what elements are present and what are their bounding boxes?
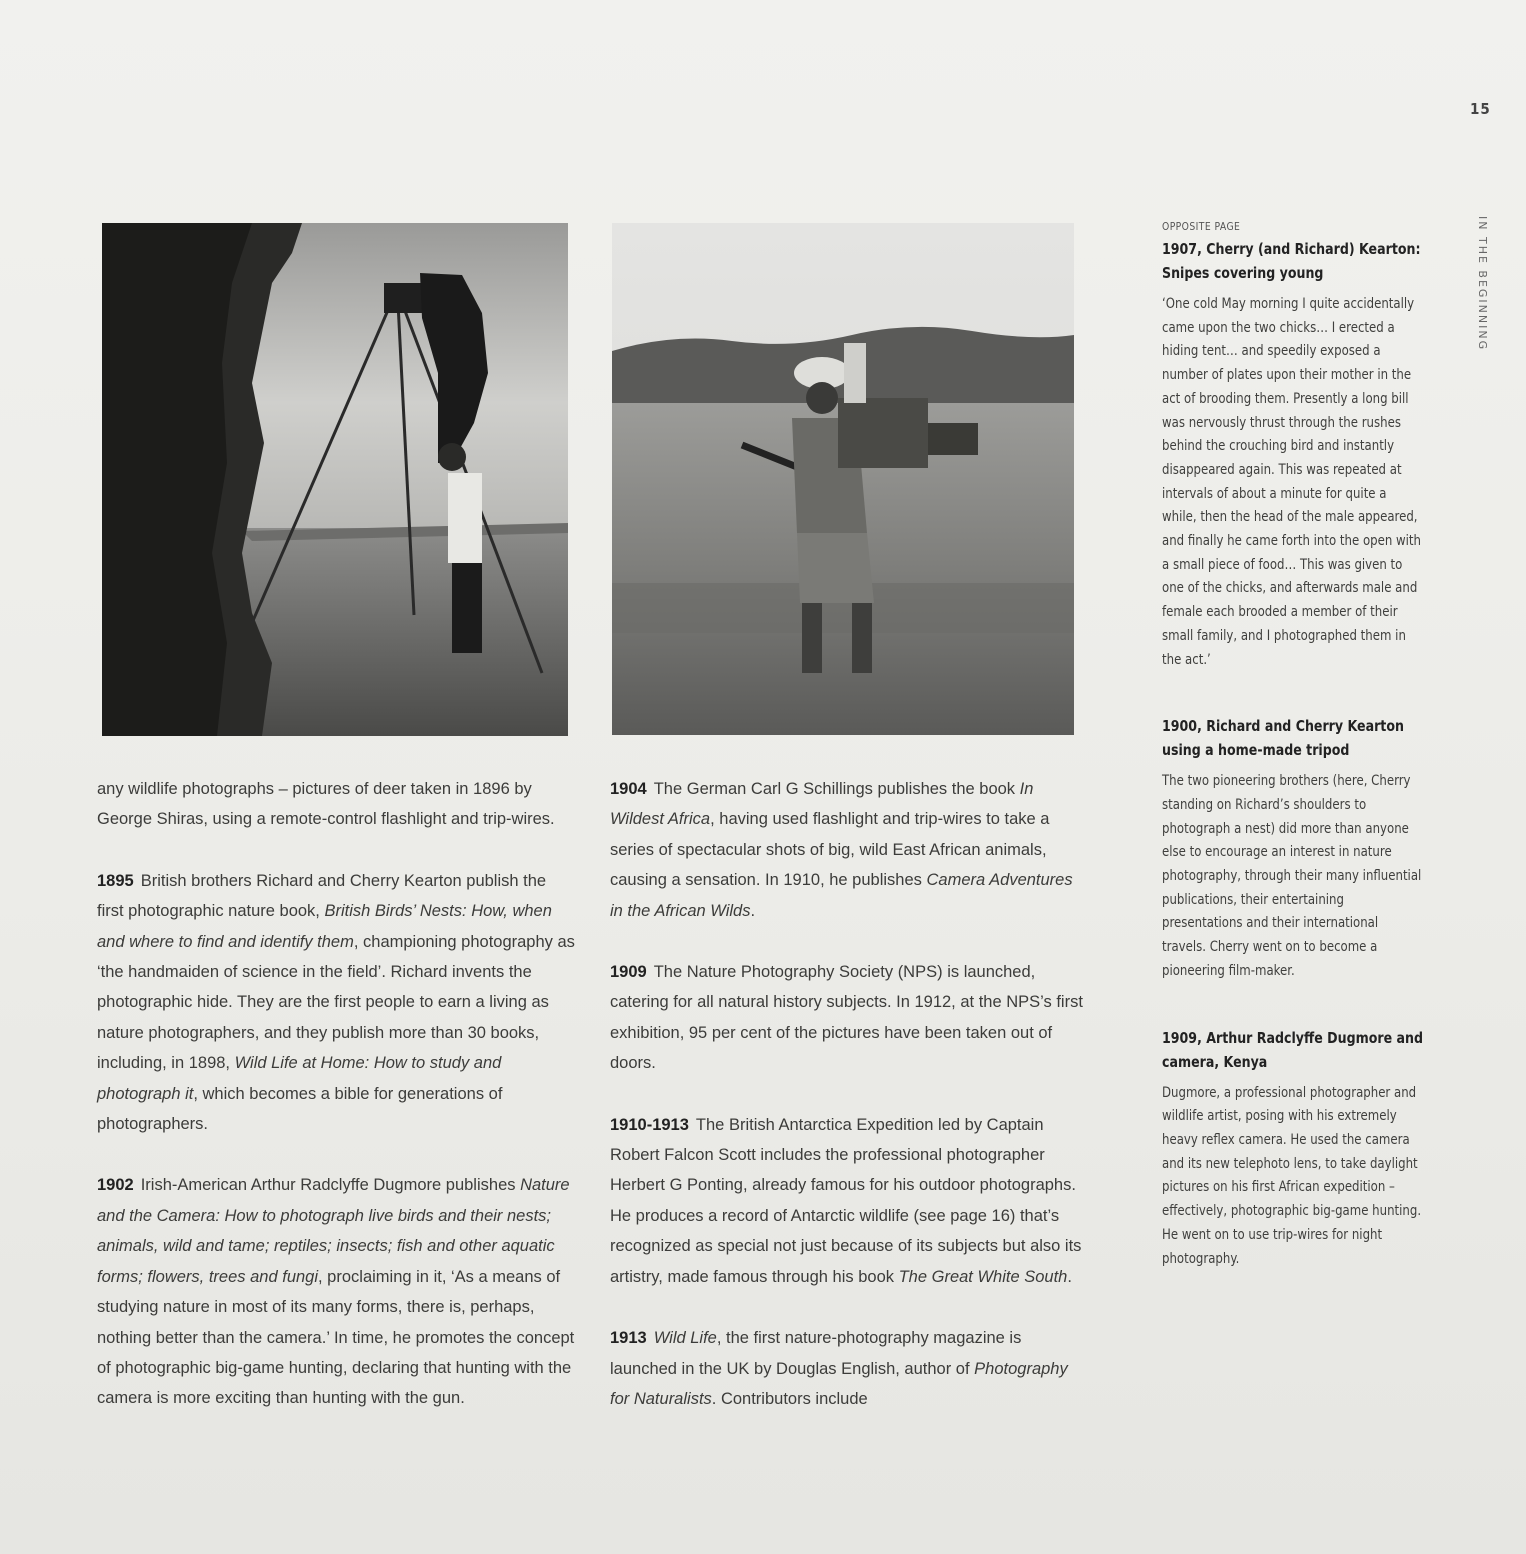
body-text-left-column [97,774,577,1445]
intro-paragraph: any wildlife photographs – pictures of deer taken in 1896 by George Shiras, using a remote-control flashlight and trip-wires. [97,780,555,829]
entry-text: , which becomes a bible for generations of photographers. [97,1084,503,1134]
timeline-entry-1913 [610,1323,1090,1414]
entry-text: Irish-American Arthur Radclyffe Dugmore publishes [140,1176,521,1195]
entry-text: . Contributors include [711,1389,868,1408]
photo-tripod-image [102,223,568,736]
entry-year: 1910-1913 [610,1115,689,1134]
caption-title: 1900, Richard and Cherry Kearton using a home-made tripod [1162,717,1404,760]
caption-dugmore-kenya [1162,1026,1424,1272]
book-title: British Birds’ Nests: How, when and where to find and identify them [97,902,552,951]
entry-text: The German Carl G Schillings publishes the book [653,780,1020,798]
photo-dugmore-camera [612,223,1074,735]
entry-text: . [1067,1267,1072,1286]
caption-opposite-page [1162,220,1424,672]
caption-title: 1909, Arthur Radclyffe Dugmore and camera, Kenya [1162,1028,1424,1071]
entry-text: , the first nature-photography magazine is launched in the UK by Douglas English, author of [610,1329,1022,1378]
caption-label: OPPOSITE PAGE [1162,220,1241,233]
entry-year: 1895 [97,871,134,890]
book-title: In Wildest Africa [610,780,1034,829]
entry-year: 1904 [610,780,647,798]
entry-year: 1902 [97,1176,134,1195]
timeline-entry-1904 [610,774,1090,926]
timeline-entry-1902 [97,1170,577,1413]
timeline-entry-1909 [610,957,1090,1079]
book-title: Camera Adventures in the African Wilds [610,871,1073,920]
entry-text: The British Antarctica Expedition led by Captain Robert Falcon Scott includes the professional photographer Herbert G Ponting, already famous for his outdoor photographs. He produces a record of Antarctic wildlife (see page 16) that’s recognized as special not just because of its subjects but also its artistry, made famous through his book [610,1115,1082,1286]
running-head: IN THE BEGINNING [1476,216,1489,352]
entry-year: 1913 [610,1329,647,1348]
entry-text: , championing photography as ‘the handmaiden of science in the field’. Richard invents the photographic hide. They are the first people to earn a living as nature photographers, and they publish more than 30 books, including, in 1898, [97,932,575,1073]
book-title: The Great White South [898,1267,1068,1286]
page-number: 15 [1470,100,1491,118]
entry-year: 1909 [610,963,647,982]
entry-text: . [750,901,756,920]
caption-body: Dugmore, a professional photographer and wildlife artist, posing with his extremely heavy reflex camera. He used the camera and its new telephoto lens, to take daylight pictures on his first African expedition – effectively, photographic big-game hunting. He went on to use trip-wires for night photography. [1162,1084,1422,1267]
timeline-entry-1895 [97,866,577,1140]
captions-sidebar [1162,220,1424,1313]
caption-title: 1907, Cherry (and Richard) Kearton: Snipes covering young [1162,240,1421,282]
book-title: Photography for Naturalists [610,1359,1068,1408]
entry-text: The Nature Photography Society (NPS) is launched, catering for all natural history subjects. In 1912, at the NPS’s first exhibition, 95 per cent of the pictures have been taken out of doors. [610,963,1083,1073]
body-text-middle-column [610,774,1090,1445]
book-title: Nature and the Camera: How to photograph live birds and their nests; animals, wild and tame; reptiles; insects; fish and other aquatic forms; flowers, trees and fungi [97,1176,570,1286]
caption-body: The two pioneering brothers (here, Cherry standing on Richard’s shoulders to photograph a nest) did more than anyone else to encourage an interest in nature photography, through their many influential publications, their entertaining presentations and their international travels. Cherry went on to become a pioneering film-maker. [1162,773,1422,979]
photo-kearton-tripod [102,223,568,736]
entry-text: British brothers Richard and Cherry Kearton publish the first photographic nature book, [97,871,547,921]
magazine-title: Wild Life [653,1329,717,1348]
caption-body: ‘One cold May morning I quite accidentally came upon the two chicks… I erected a hiding tent… and speedily exposed a number of plates upon their mother in the act of brooding them. Presently a long bill was nervously thrust through the rushes behind the crouching bird and instantly disappeared again. This was repeated at intervals of about a minute for quite a while, then the head of the male appeared, and finally he came forth into the open with a small piece of food… This was given to one of the chicks, and afterwards male and female each brooded a member of their small family, and I photographed them in the act.’ [1162,296,1422,668]
book-title: Wild Life at Home: How to study and photograph it [97,1054,502,1103]
caption-kearton-tripod [1162,714,1424,983]
photo-dugmore-image [612,223,1074,735]
entry-text: , proclaiming in it, ‘As a means of studying nature in most of its many forms, there is, perhaps, nothing better than the camera.’ In time, he promotes the concept of photographic big-game hunting, declaring that hunting with the camera is more exciting than hunting with the gun. [97,1267,575,1408]
timeline-entry-1910-1913 [610,1110,1090,1292]
entry-text: , having used flashlight and trip-wires to take a series of spectacular shots of big, wild East African animals, causing a sensation. In 1910, he publishes [610,810,1050,890]
